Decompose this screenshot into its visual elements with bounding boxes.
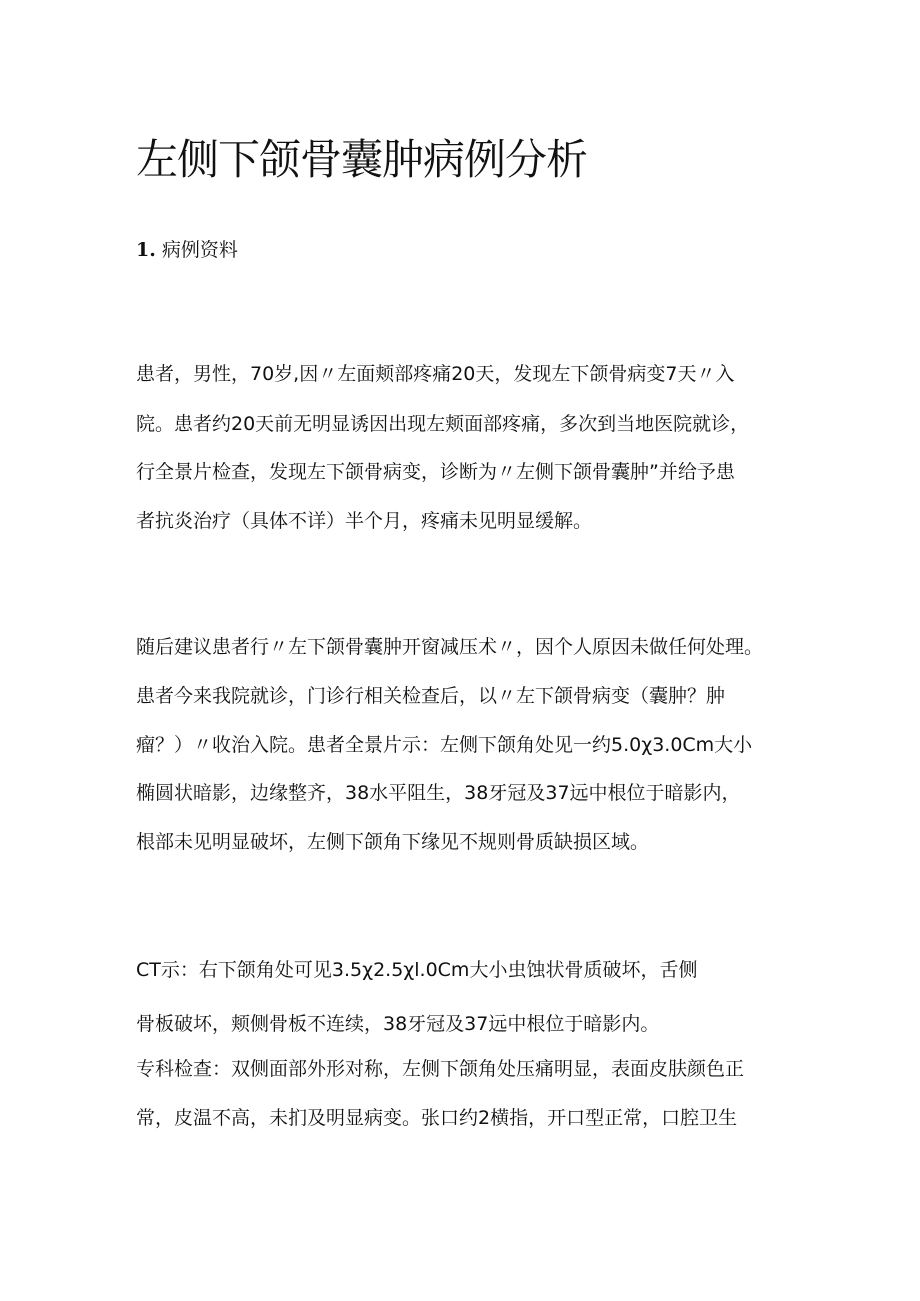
paragraph-3-line-3: 专科检查：双侧面部外形对称，左侧下颌角处压痛明显，表面皮肤颜色正 [136, 1058, 745, 1080]
section-heading [136, 236, 238, 264]
paragraph-1-line-2: 院。患者约20天前无明显诱因出现左颊面部疼痛，多次到当地医院就诊， [136, 413, 750, 435]
paragraph-1-line-3: 行全景片检查，发现左下颌骨病变，诊断为〃左侧下颌骨囊肿”并给予患 [136, 461, 735, 483]
paragraph-2-line-4: 椭圆状暗影，边缘整齐，38水平阻生，38牙冠及37远中根位于暗影内， [136, 782, 741, 804]
section-number: 1. [136, 239, 156, 261]
paragraph-2-line-2: 患者今来我院就诊，门诊行相关检查后，以〃左下颌骨病变（囊肿？肿 [136, 685, 726, 707]
paragraph-3-line-1: CT示：右下颌角处可见3.5χ2.5χl.0Cm大小虫蚀状骨质破坏，舌侧 [136, 959, 698, 981]
page-title: 左侧下颌骨囊肿病例分析 [136, 135, 588, 184]
paragraph-1-line-1: 患者，男性，70岁,因〃左面颊部疼痛20天，发现左下颌骨病变7天〃入 [136, 363, 735, 385]
paragraph-3-line-2: 骨板破坏，颊侧骨板不连续，38牙冠及37远中根位于暗影内。 [136, 1013, 660, 1035]
paragraph-2-line-5: 根部未见明显破坏，左侧下颌角下缘见不规则骨质缺损区域。 [136, 831, 650, 853]
paragraph-3-line-4: 常，皮温不高，未扪及明显病变。张口约2横指，开口型正常，口腔卫生 [136, 1107, 738, 1129]
paragraph-2-line-3: 瘤？）〃收治入院。患者全景片示：左侧下颌角处见一约5.0χ3.0Cm大小 [136, 734, 753, 756]
paragraph-2-line-1: 随后建议患者行〃左下颌骨囊肿开窗减压术〃，因个人原因未做任何处理。 [136, 636, 764, 658]
section-title: 病例资料 [161, 239, 238, 261]
paragraph-1-line-4: 者抗炎治疗（具体不详）半个月，疼痛未见明显缓解。 [136, 510, 593, 532]
